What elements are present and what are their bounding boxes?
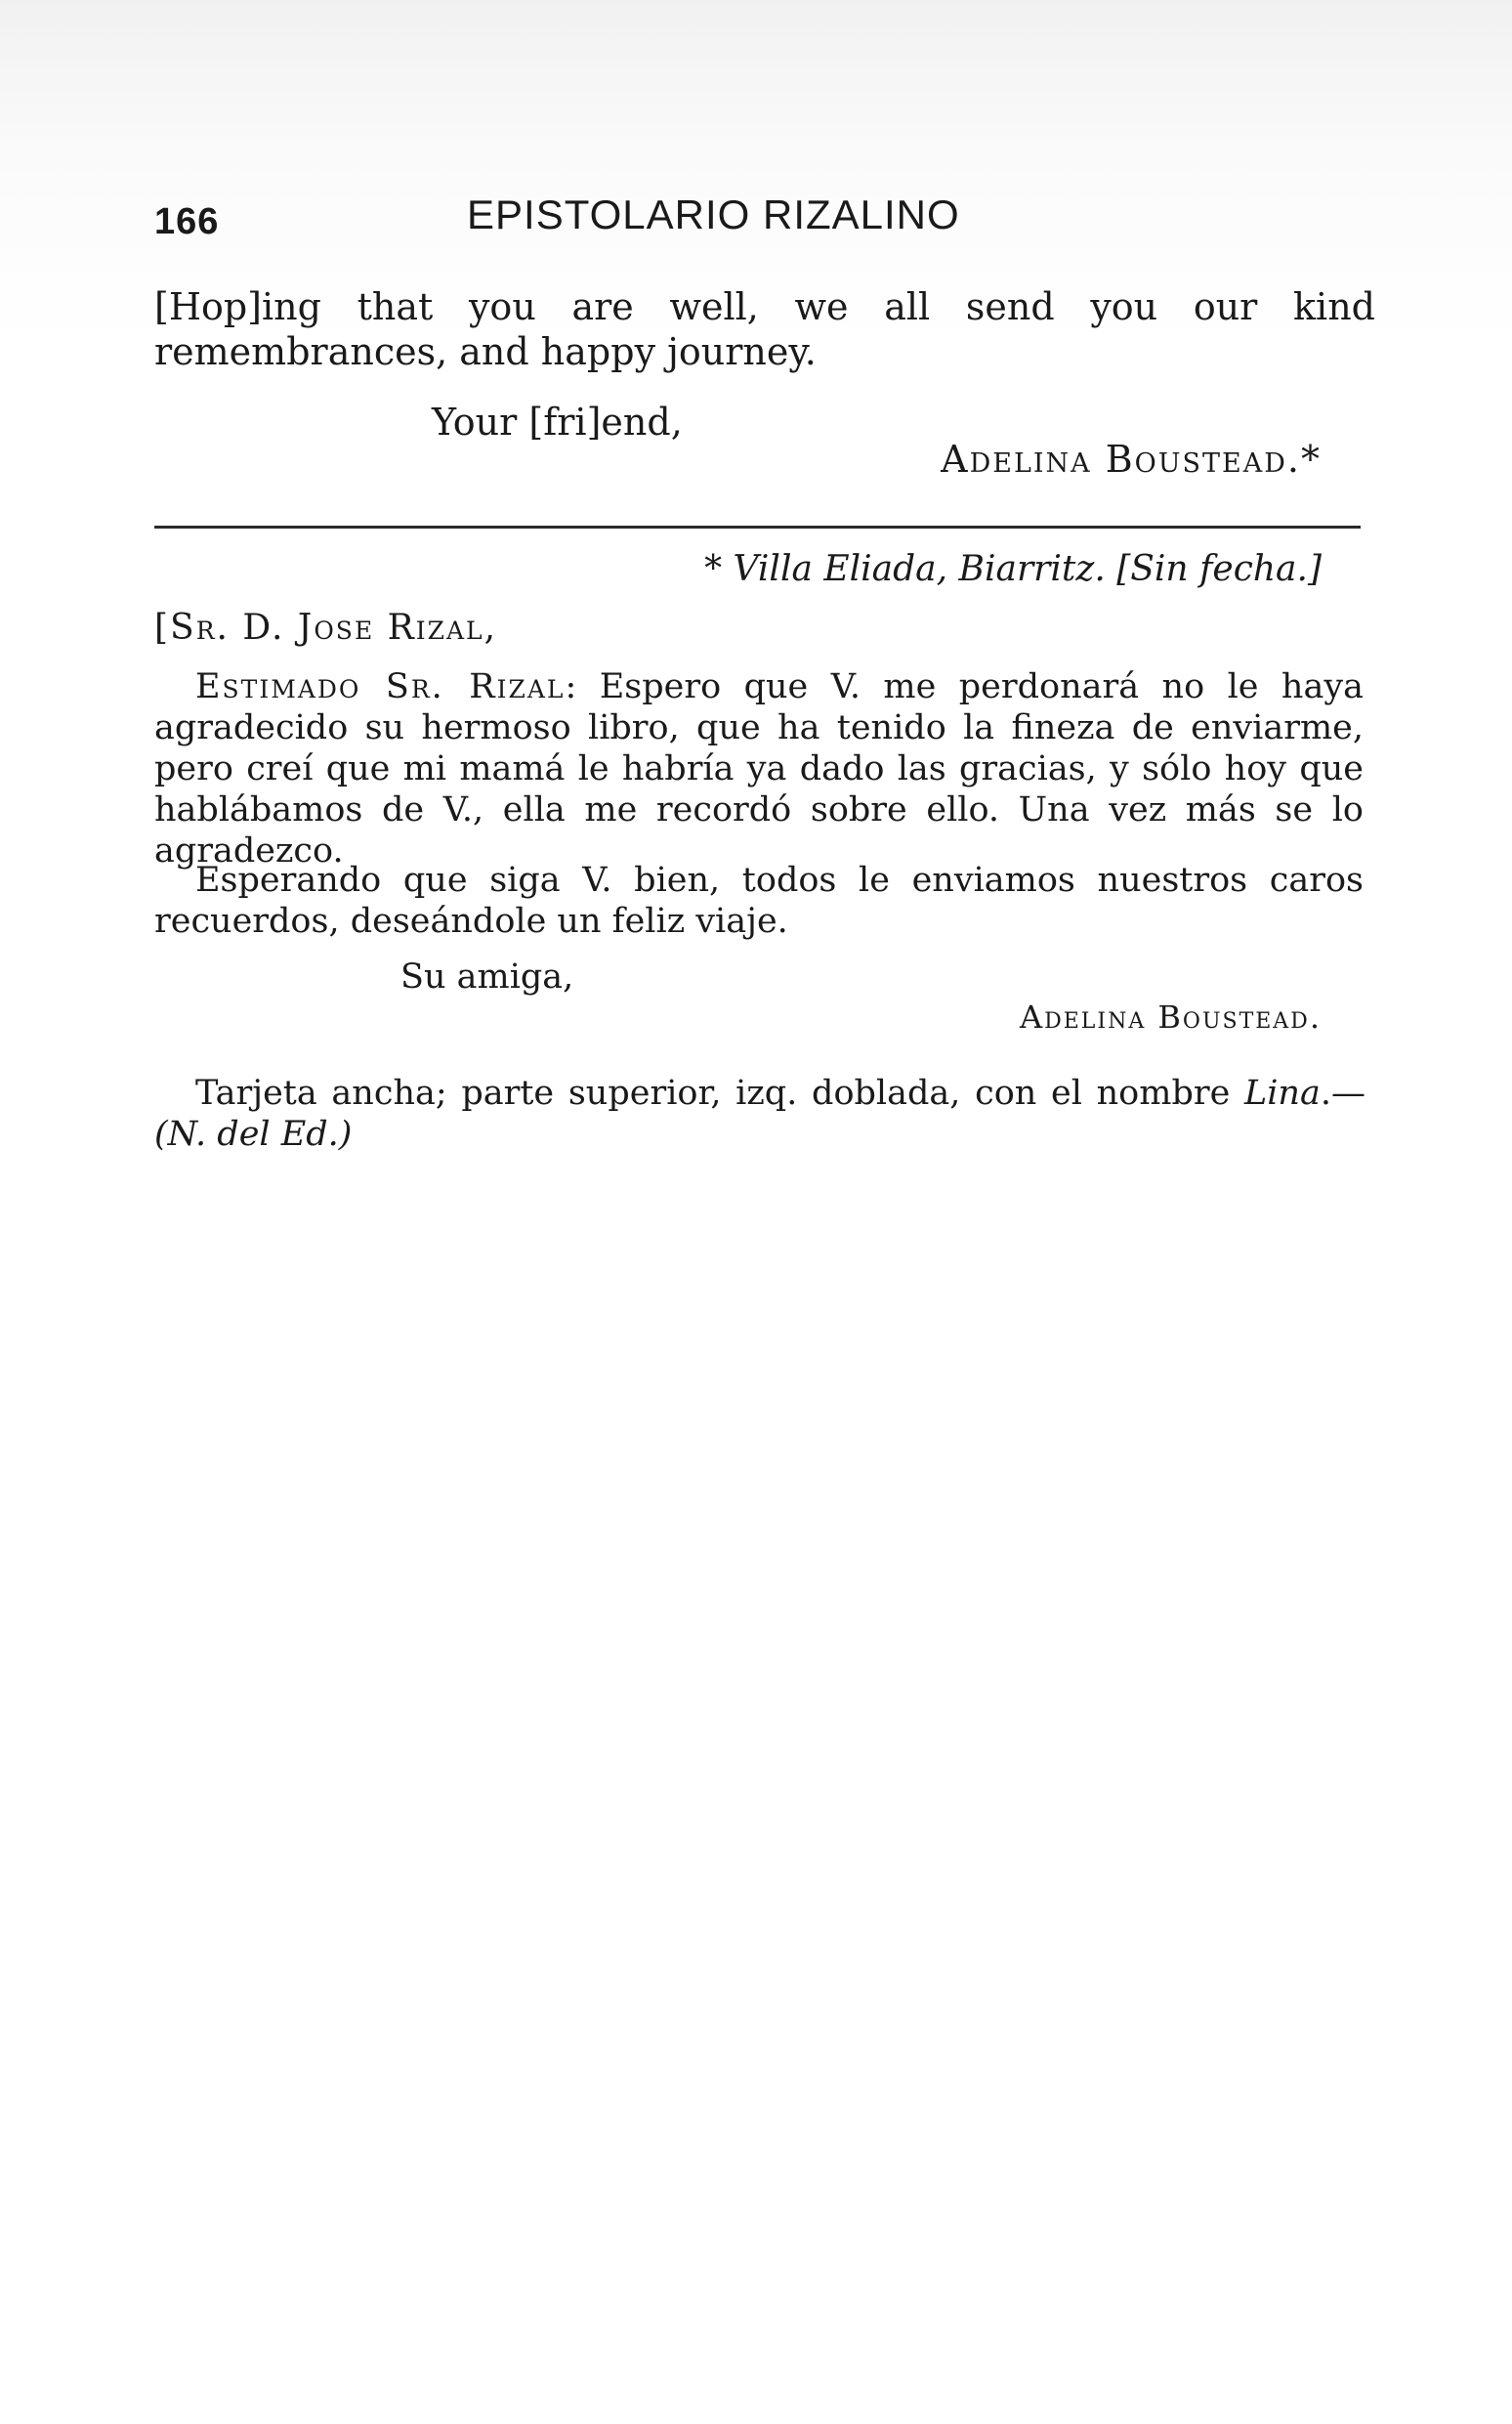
- letter-closing-english: Your [fri]end,: [432, 401, 683, 444]
- footnote-place-date: * Villa Eliada, Biarritz. [Sin fecha.]: [704, 549, 1322, 589]
- editor-note-italic-word: Lina: [1244, 1074, 1321, 1113]
- page-header: [154, 191, 1375, 250]
- footnote-addressee: [Sr. D. Jose Rizal,: [154, 608, 498, 648]
- footnote-body-2: Esperando que siga V. bien, todos le enviamos nuestros caros recuerdos, deseándole un feliz viaje.: [154, 861, 1364, 941]
- editor-note-dash: .—: [1320, 1074, 1365, 1113]
- editor-note-text: Tarjeta ancha; parte superior, izq. doblada, con el nombre: [195, 1074, 1244, 1113]
- footnote-body-1-text: : Espero que V. me perdonará no le haya agradecido su hermoso libro, que ha tenido la fineza de enviarme, pero creí que mi mamá le habría ya dado las gracias, y sólo hoy que hablábamos de V., ella me recordó sobre ello. Una vez más se lo agradezco.: [154, 667, 1364, 871]
- page-number: 166: [154, 201, 220, 242]
- footnote-signature: Adelina Boustead.: [1019, 999, 1322, 1036]
- running-head: EPISTOLARIO RIZALINO: [467, 191, 960, 237]
- editor-note-attribution: (N. del Ed.): [154, 1115, 353, 1154]
- letter-signature-english: Adelina Boustead.*: [941, 438, 1322, 481]
- footnote-closing: Su amiga,: [400, 957, 574, 997]
- letter-body-english: [Hop]ing that you are well, we all send you our kind remembrances, and happy journey.: [154, 285, 1375, 373]
- footnote-body-1: [154, 666, 1364, 872]
- footnote-salutation: Estimado Sr. Rizal: [195, 667, 566, 706]
- footnote-divider: [154, 526, 1361, 529]
- editor-note: [154, 1073, 1365, 1155]
